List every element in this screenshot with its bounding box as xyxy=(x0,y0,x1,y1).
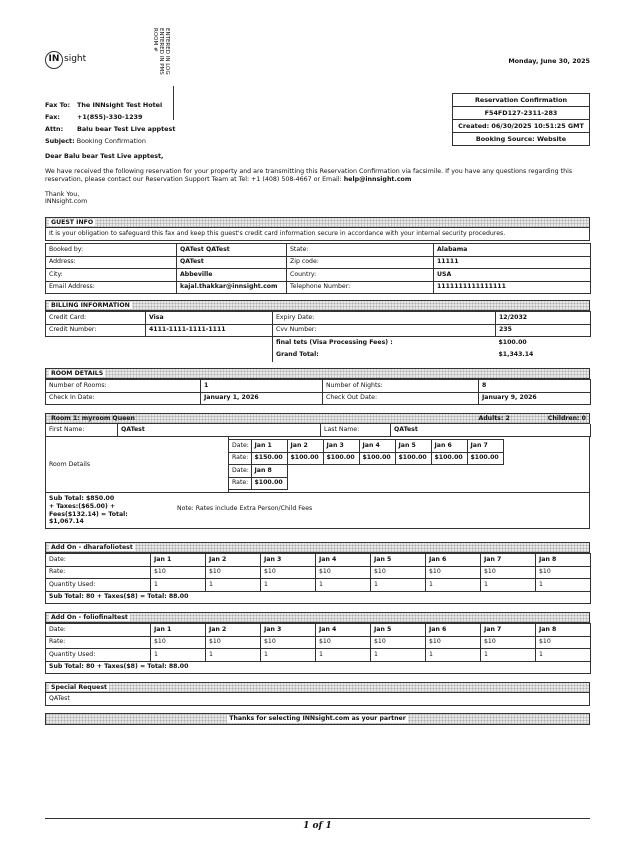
room-rate-label: Rate: xyxy=(229,477,251,490)
addon-date: Jan 6 xyxy=(426,624,481,637)
credit-number-label: Credit Number: xyxy=(46,324,146,337)
booked-by-value: QATest QATest xyxy=(177,244,287,257)
addon-1-section xyxy=(45,542,590,604)
room-rate: $100.00 xyxy=(323,452,359,465)
room-subtotal-line-3: Fees($132.14) = Total: xyxy=(49,510,128,518)
guest-notice: It is your obligation to safeguard this fax and keep this guest's credit card information secure in accordance with your internal security procedures. xyxy=(45,228,590,241)
addon-qty: 1 xyxy=(261,649,316,662)
guest-row xyxy=(46,244,591,257)
addon-date: Jan 8 xyxy=(536,624,591,637)
booked-by-label: Booked by: xyxy=(46,244,177,257)
fax-to-label: Fax To: xyxy=(45,101,71,109)
logo-circle: IN xyxy=(45,51,63,69)
addon-1-title: Add On - dharafoliotest xyxy=(51,543,133,551)
room-date-label: Date: xyxy=(229,465,251,478)
fax-number-value: +1(855)-330-1239 xyxy=(77,113,143,121)
special-request-title: Special Request xyxy=(51,683,107,691)
addon-date: Jan 1 xyxy=(151,554,206,567)
zip-value: 11111 xyxy=(434,256,591,269)
booking-source: Booking Source: Website xyxy=(453,133,590,146)
addon-2-rate-label: Rate: xyxy=(46,636,151,649)
fax-to-value: The INNsight Test Hotel xyxy=(77,101,163,109)
addon-1-date-label: Date: xyxy=(46,554,151,567)
first-name-label: First Name: xyxy=(46,424,118,437)
addon-qty: 1 xyxy=(536,649,591,662)
addon-qty: 1 xyxy=(316,649,371,662)
addon-qty: 1 xyxy=(206,579,261,592)
grand-total-label: Grand Total: xyxy=(273,349,496,362)
room-rates-table xyxy=(229,439,504,490)
children-count: Children: 0 xyxy=(547,414,586,422)
fees-label: final tets (Visa Processing Fees) : xyxy=(273,337,496,350)
addon-rate: $10 xyxy=(206,566,261,579)
addon-qty: 1 xyxy=(371,579,426,592)
rates-note: Note: Rates include Extra Person/Child Fees xyxy=(177,505,313,512)
room-subtotal-line-2: + Taxes:($65.00) + xyxy=(49,502,116,510)
addon-rate: $10 xyxy=(426,566,481,579)
letter-body xyxy=(45,153,590,206)
credit-card-value: Visa xyxy=(146,312,273,325)
addon-rate: $10 xyxy=(371,636,426,649)
room-rate: $100.00 xyxy=(431,452,467,465)
addon-qty: 1 xyxy=(481,649,536,662)
billing-table xyxy=(45,311,591,362)
room-rate-label: Rate: xyxy=(229,452,251,465)
email-label: Email Address: xyxy=(46,281,177,294)
log-stamp xyxy=(152,28,184,94)
state-label: State: xyxy=(287,244,434,257)
last-name-label: Last Name: xyxy=(321,424,391,437)
subject-value: Booking Confirmation xyxy=(76,137,146,145)
addon-rate: $10 xyxy=(481,636,536,649)
fax-number-label: Fax: xyxy=(45,113,60,121)
addon-rate: $10 xyxy=(316,636,371,649)
zip-label: Zip code: xyxy=(287,256,434,269)
guest-info-section xyxy=(45,217,590,294)
support-email-link[interactable]: help@innsight.com xyxy=(343,175,412,183)
addon-date: Jan 1 xyxy=(151,624,206,637)
stamp-line-2: ENTERED IN PMS xyxy=(158,28,164,75)
guest-table xyxy=(45,243,591,294)
room-rate: $100.00 xyxy=(467,452,503,465)
addon-date: Jan 3 xyxy=(261,624,316,637)
addon-rate: $10 xyxy=(481,566,536,579)
addon-date: Jan 5 xyxy=(371,624,426,637)
addon-date: Jan 5 xyxy=(371,554,426,567)
room-1-title: Room 1: myroom Queen xyxy=(51,414,135,422)
letter-signature: INNsight.com xyxy=(45,198,88,206)
room-date: Jan 1 xyxy=(251,440,287,453)
addon-rate: $10 xyxy=(371,566,426,579)
room-subtotal-line-1: Sub Total: $850.00 xyxy=(49,495,115,502)
addon-1-rate-label: Rate: xyxy=(46,566,151,579)
confirmation-box xyxy=(452,93,590,146)
room-subtotal-line-4: $1,067.14 xyxy=(49,518,84,526)
addon-rate: $10 xyxy=(151,566,206,579)
addon-date: Jan 2 xyxy=(206,554,261,567)
guest-row xyxy=(46,256,591,269)
thanks-banner-text: Thanks for selecting INNsight.com as your partner xyxy=(229,715,406,723)
rooms-label: Number of Rooms: xyxy=(46,380,201,393)
room-details-title: ROOM DETAILS xyxy=(51,369,104,377)
country-value: USA xyxy=(434,269,591,282)
letter-greeting: Dear Balu bear Test Live apptest, xyxy=(45,153,164,160)
addon-date: Jan 7 xyxy=(481,554,536,567)
guest-row xyxy=(46,281,591,294)
stamp-line-3: ROOM # xyxy=(152,28,158,52)
room-subtotal-block xyxy=(45,493,590,529)
cvv-value: 235 xyxy=(496,324,591,337)
guest-info-title: GUEST INFO xyxy=(51,218,94,226)
addon-qty: 1 xyxy=(316,579,371,592)
attn-value: Balu bear Test Live apptest xyxy=(77,125,176,133)
country-label: Country: xyxy=(287,269,434,282)
address-value: QATest xyxy=(177,256,287,269)
addon-rate: $10 xyxy=(316,566,371,579)
room-rate: $100.00 xyxy=(287,452,323,465)
guest-row xyxy=(46,269,591,282)
address-label: Address: xyxy=(46,256,177,269)
state-value: Alabama xyxy=(434,244,591,257)
room-rates-block xyxy=(45,437,590,493)
thanks-banner xyxy=(45,713,590,725)
attn-label: Attn: xyxy=(45,125,64,133)
telephone-label: Telephone Number: xyxy=(287,281,434,294)
addon-date: Jan 8 xyxy=(536,554,591,567)
room-date: Jan 2 xyxy=(287,440,323,453)
room-date: Jan 4 xyxy=(359,440,395,453)
addon-qty: 1 xyxy=(426,649,481,662)
checkout-value: January 9, 2026 xyxy=(479,392,591,405)
last-name-value: QATest xyxy=(391,424,591,437)
checkin-value: January 1, 2026 xyxy=(201,392,323,405)
confirmation-number: F54FD127-2311-283 xyxy=(453,107,590,120)
logo-text: sight xyxy=(64,54,87,65)
room-details-label: Room Details xyxy=(46,437,229,492)
addon-qty: 1 xyxy=(481,579,536,592)
addon-date: Jan 7 xyxy=(481,624,536,637)
addon-2-qty-label: Quantity Used: xyxy=(46,649,151,662)
cvv-label: Cvv Number: xyxy=(273,324,496,337)
room-guest-name-table xyxy=(45,424,591,437)
checkin-label: Check In Date: xyxy=(46,392,201,405)
addon-qty: 1 xyxy=(151,649,206,662)
stamp-line-1: ENTERED IN LOG xyxy=(164,28,170,75)
addon-2-table xyxy=(45,623,591,674)
fees-value: $100.00 xyxy=(498,339,527,347)
special-request-section xyxy=(45,682,590,706)
addon-date: Jan 2 xyxy=(206,624,261,637)
room-1-section xyxy=(45,413,590,529)
addon-2-date-label: Date: xyxy=(46,624,151,637)
room-rate: $100.00 xyxy=(359,452,395,465)
addon-rate: $10 xyxy=(536,636,591,649)
addon-qty: 1 xyxy=(426,579,481,592)
nights-label: Number of Nights: xyxy=(323,380,479,393)
room-date: Jan 7 xyxy=(467,440,503,453)
special-request-text: QATest xyxy=(45,693,590,706)
addon-date: Jan 4 xyxy=(316,624,371,637)
confirmation-title: Reservation Confirmation xyxy=(453,94,590,107)
rooms-value: 1 xyxy=(201,380,323,393)
expiry-value: 12/2032 xyxy=(496,312,591,325)
addon-qty: 1 xyxy=(151,579,206,592)
addon-rate: $10 xyxy=(206,636,261,649)
addon-qty: 1 xyxy=(261,579,316,592)
addon-date: Jan 3 xyxy=(261,554,316,567)
room-date: Jan 3 xyxy=(323,440,359,453)
city-value: Abbeville xyxy=(177,269,287,282)
room-date-label: Date: xyxy=(229,440,251,453)
subject-label: Subject: xyxy=(45,137,75,145)
grand-total-value: $1,343.14 xyxy=(498,351,534,359)
room-details-table xyxy=(45,379,591,405)
room-details-section xyxy=(45,368,590,405)
addon-rate: $10 xyxy=(426,636,481,649)
footer-rule xyxy=(45,818,590,819)
room-date: Jan 5 xyxy=(395,440,431,453)
room-rate: $150.00 xyxy=(251,452,287,465)
telephone-value: 1111111111111111 xyxy=(434,281,591,294)
confirmation-created: Created: 06/30/2025 10:51:25 GMT xyxy=(453,120,590,133)
addon-2-section xyxy=(45,612,590,674)
addon-2-title: Add On - foliofinaltest xyxy=(51,613,128,621)
addon-1-table xyxy=(45,553,591,604)
addon-qty: 1 xyxy=(371,649,426,662)
addon-rate: $10 xyxy=(536,566,591,579)
room-subtotal xyxy=(49,495,177,526)
addon-rate: $10 xyxy=(261,636,316,649)
fax-date: Monday, June 30, 2025 xyxy=(508,57,590,65)
addon-2-subtotal: Sub Total: 80 + Taxes($8) = Total: 88.00 xyxy=(46,661,591,674)
letter-thanks: Thank You, xyxy=(45,190,80,198)
letter-paragraph-1: We have received the following reservation for your property and are transmitting this Reservation Confirmation via facsimile. If you have any questions regarding this xyxy=(45,167,573,175)
adults-count: Adults: 2 xyxy=(478,414,510,422)
addon-rate: $10 xyxy=(151,636,206,649)
email-value: kajal.thakkar@innsight.com xyxy=(177,281,287,294)
page-number: 1 of 1 xyxy=(303,821,332,831)
room-date: Jan 6 xyxy=(431,440,467,453)
addon-rate: $10 xyxy=(261,566,316,579)
nights-value: 8 xyxy=(479,380,591,393)
addon-1-subtotal: Sub Total: 80 + Taxes($8) = Total: 88.00 xyxy=(46,591,591,604)
billing-title: BILLING INFORMATION xyxy=(51,301,130,309)
credit-card-label: Credit Card: xyxy=(46,312,146,325)
addon-qty: 1 xyxy=(536,579,591,592)
addon-date: Jan 6 xyxy=(426,554,481,567)
innsight-logo xyxy=(45,51,86,69)
addon-qty: 1 xyxy=(206,649,261,662)
first-name-value: QATest xyxy=(118,424,321,437)
city-label: City: xyxy=(46,269,177,282)
room-rate: $100.00 xyxy=(395,452,431,465)
checkout-label: Check Out Date: xyxy=(323,392,479,405)
expiry-label: Expiry Date: xyxy=(273,312,496,325)
addon-date: Jan 4 xyxy=(316,554,371,567)
room-rate: $100.00 xyxy=(251,477,287,490)
addon-1-qty-label: Quantity Used: xyxy=(46,579,151,592)
credit-number-value: 4111-1111-1111-1111 xyxy=(146,324,273,337)
room-date: Jan 8 xyxy=(251,465,287,478)
billing-section xyxy=(45,300,590,362)
letter-paragraph-2: reservation, please contact our Reservation Support Team at Tel: +1 (408) 508-4667 or Email: xyxy=(45,175,342,183)
fax-header xyxy=(45,99,175,147)
